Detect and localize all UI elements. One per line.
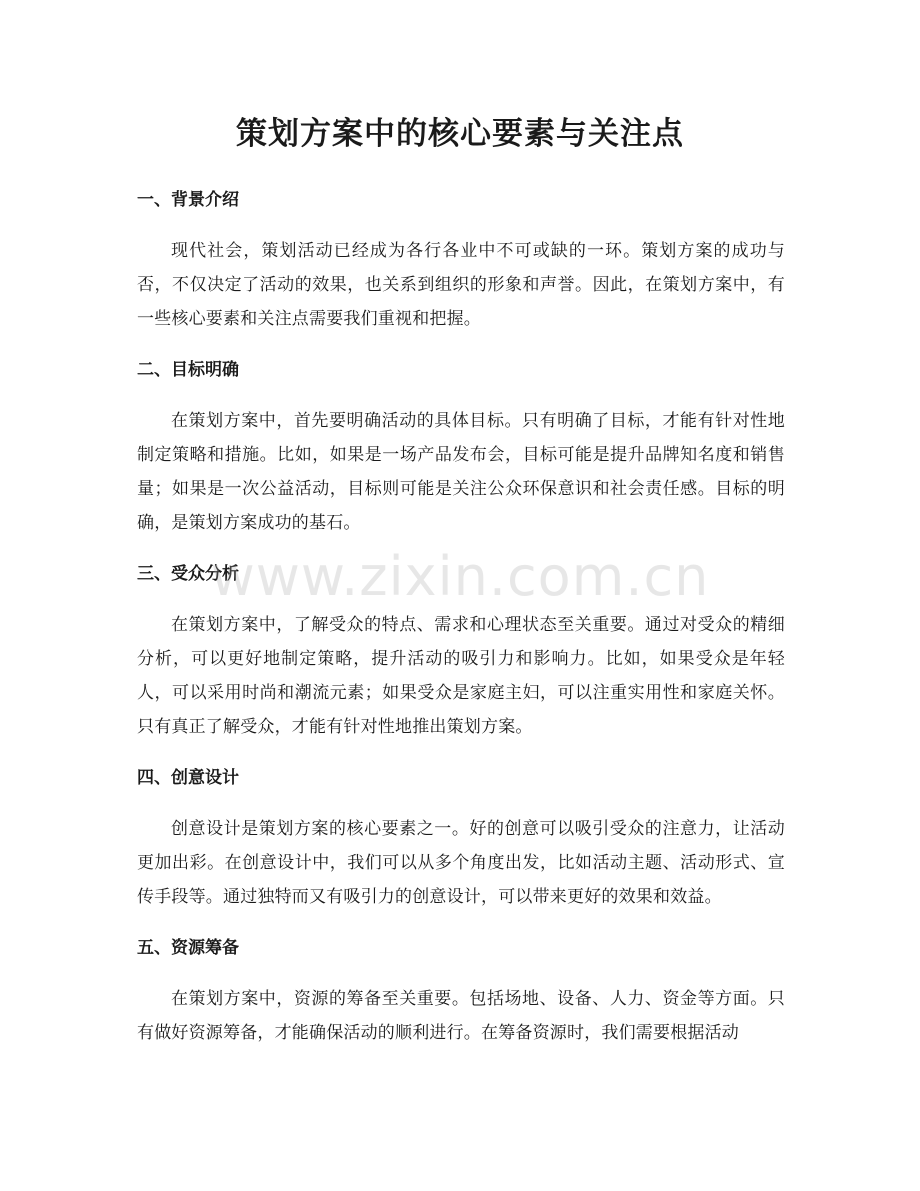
section-background	[137, 186, 785, 336]
section-paragraph: 创意设计是策划方案的核心要素之一。好的创意可以吸引受众的注意力，让活动更加出彩。在创意设计中，我们可以从多个角度出发，比如活动主题、活动形式、宣传手段等。通过独特而又有吸引力的创意设计，可以带来更好的效果和效益。	[137, 819, 785, 907]
section-resources	[137, 934, 785, 1050]
section-creative	[137, 764, 785, 914]
section-paragraph: 在策划方案中，资源的筹备至关重要。包括场地、设备、人力、资金等方面。只有做好资源筹备，才能确保活动的顺利进行。在筹备资源时，我们需要根据活动	[137, 989, 785, 1043]
section-heading: 三、受众分析	[137, 564, 239, 584]
section-heading: 一、背景介绍	[137, 190, 239, 210]
section-heading: 五、资源筹备	[137, 938, 239, 958]
document-title: 策划方案中的核心要素与关注点	[236, 116, 684, 152]
section-goals	[137, 356, 785, 540]
document-body	[137, 186, 785, 1070]
section-heading: 四、创意设计	[137, 768, 239, 788]
section-paragraph: 现代社会，策划活动已经成为各行各业中不可或缺的一环。策划方案的成功与否，不仅决定了活动的效果，也关系到组织的形象和声誉。因此，在策划方案中，有一些核心要素和关注点需要我们重视和把握。	[137, 241, 785, 329]
section-heading: 二、目标明确	[137, 360, 239, 380]
section-paragraph: 在策划方案中，首先要明确活动的具体目标。只有明确了目标，才能有针对性地制定策略和措施。比如，如果是一场产品发布会，目标可能是提升品牌知名度和销售量；如果是一次公益活动，目标则可能是关注公众环保意识和社会责任感。目标的明确，是策划方案成功的基石。	[137, 411, 785, 533]
section-paragraph: 在策划方案中，了解受众的特点、需求和心理状态至关重要。通过对受众的精细分析，可以更好地制定策略，提升活动的吸引力和影响力。比如，如果受众是年轻人，可以采用时尚和潮流元素；如果受众是家庭主妇，可以注重实用性和家庭关怀。只有真正了解受众，才能有针对性地推出策划方案。	[137, 615, 785, 737]
section-audience	[137, 560, 785, 744]
watermark: www.zixin.com.cn	[210, 545, 710, 608]
